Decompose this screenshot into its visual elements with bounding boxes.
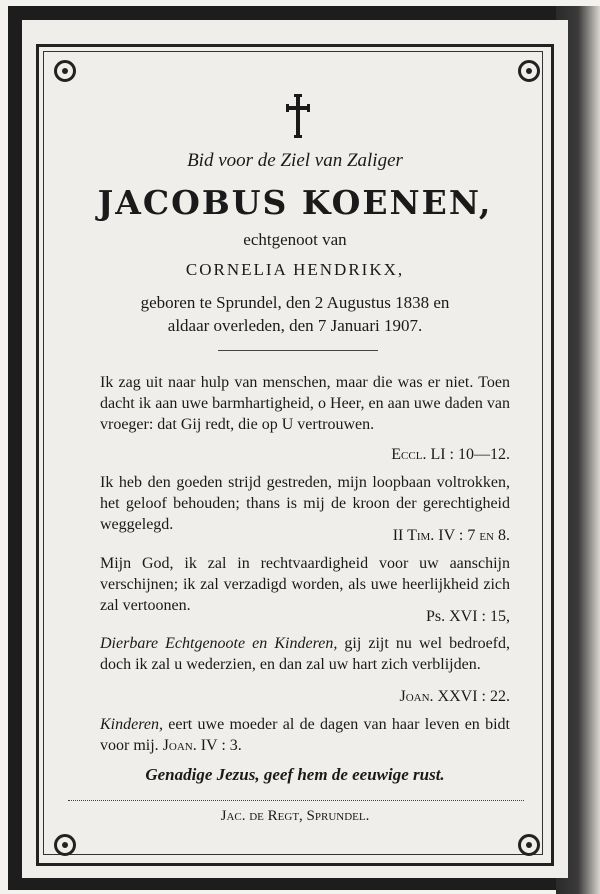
- closing-prayer: Genadige Jezus, geef hem de eeuwige rust.: [145, 765, 445, 784]
- prayer-heading: Bid voor de Ziel van Zaliger: [187, 150, 403, 171]
- death-line: aldaar overleden, den 7 Januari 1907.: [167, 316, 423, 335]
- corner-ornament-icon: [518, 834, 540, 856]
- divider: [218, 350, 378, 351]
- deceased-name: JACOBUS KOENEN,: [97, 183, 493, 222]
- spouse-name: CORNELIA HENDRIKX,: [185, 260, 405, 279]
- corner-ornament-icon: [54, 60, 76, 82]
- verse-address: Kinderen,: [100, 716, 163, 733]
- verse-text: Ik heb den goeden strijd gestreden, mijn loopbaan voltrokken, het geloof behouden; thans is mij de kroon der gerechtigheid weggelegd.: [100, 474, 510, 533]
- verse-text: eert uwe moeder al de dagen van haar leven en bidt voor mij.: [100, 716, 510, 754]
- verse-reference: Joan. IV : 3.: [162, 737, 242, 754]
- verse-reference: Joan. XXVI : 22.: [399, 688, 510, 705]
- relation-text: echtgenoot van: [243, 230, 347, 249]
- verse-address: Dierbare Echtgenoote en Kinderen,: [100, 635, 338, 652]
- dotted-divider: [68, 800, 524, 801]
- verse-reference: Ps. XVI : 15,: [425, 608, 510, 625]
- verse-text: Mijn God, ik zal in rechtvaardigheid voor uw aanschijn verschijnen; ik zal verzadigd worden, als uwe heerlijkheid zich zal vertoonen.: [100, 555, 510, 614]
- verse-text: Ik zag uit naar hulp van menschen, maar die was er niet. Toen dacht ik aan uwe barmhartigheid, o Heer, en aan uwe daden van vroeger: dat Gij redt, die op U vertrouwen.: [100, 374, 510, 433]
- verse-text: gij zijt nu wel bedroefd, doch ik zal u wederzien, en dan zal uw hart zich verblijden.: [100, 635, 510, 673]
- verse-paragraph: [100, 714, 510, 756]
- birth-line: geboren te Sprundel, den 2 Augustus 1838 en: [140, 293, 450, 312]
- corner-ornament-icon: [518, 60, 540, 82]
- cross-icon: [286, 94, 310, 138]
- corner-ornament-icon: [54, 834, 76, 856]
- verse-reference: Eccl. LI : 10—12.: [391, 446, 510, 463]
- verse-paragraph: [100, 633, 510, 675]
- printer-credit: Jac. de Regt, Sprundel.: [220, 808, 370, 824]
- verse-reference: II Tim. IV : 7 en 8.: [392, 527, 510, 544]
